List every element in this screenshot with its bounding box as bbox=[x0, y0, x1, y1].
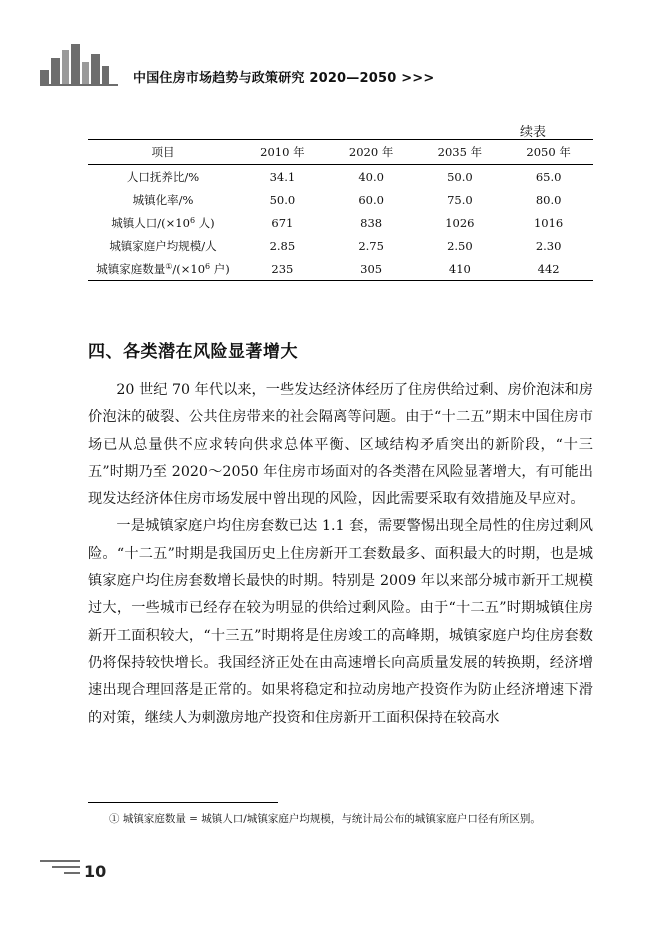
table-cell: 2.75 bbox=[358, 238, 384, 253]
paragraph: 20 世纪 70 年代以来，一些发达经济体经历了住房供给过剩、房价泡沫和房价泡沫的破裂、公共住房带来的社会隔离等问题。由于“十二五”期末中国住房市场已从总量供不应求转向供求总体平衡、区域结构矛盾突出的新阶段，“十三五”时期乃至 2020～2050 年住房市场面对的各类潜在风险显著增大，有可能出现发达经济体住房市场发展中曾出现的风险，因此需要采取有效措施及早应对。 bbox=[88, 382, 593, 508]
column-header: 2010 年 bbox=[260, 145, 305, 159]
table-row bbox=[88, 165, 593, 189]
table-cell: 838 bbox=[360, 215, 383, 230]
table-cell: 442 bbox=[537, 261, 560, 276]
row-label: 人口抚养比/% bbox=[126, 169, 200, 184]
table-cell: 75.0 bbox=[447, 192, 473, 207]
table-cell: 50.0 bbox=[447, 169, 473, 184]
paragraph: 一是城镇家庭户均住房套数已达 1.1 套，需要警惕出现全局性的住房过剩风险。“十二五”时期是我国历史上住房新开工套数最多、面积最大的时期，也是城镇家庭户均住房套数增长最快的时期。特别是 2009 年以来部分城市新开工规模过大，一些城市已经存在较为明显的供给过剩风险。由于“十二五”时期城镇住房新开工面积较大，“十三五”时期将是住房竣工的高峰期，城镇家庭户均住房套数仍将保持较快增长。我国经济正处在由高速增长向高质量发展的转换期，经济增速出现合理回落是正常的。如果将稳定和拉动房地产投资作为防止经济增速下滑的对策，继续人为刺激房地产投资和住房新开工面积保持在较高水 bbox=[88, 518, 593, 726]
row-label-text: 城镇人口/(×10 bbox=[111, 215, 190, 230]
footnote: ① 城镇家庭数量 = 城镇人口/城镇家庭户均规模，与统计局公布的城镇家庭户口径有所区别。 bbox=[109, 813, 541, 825]
row-label: 城镇家庭户均规模/人 bbox=[109, 238, 217, 253]
table-cell: 65.0 bbox=[535, 169, 562, 184]
row-label bbox=[88, 257, 238, 281]
table-row bbox=[88, 211, 593, 234]
table-cell: 2.50 bbox=[447, 238, 473, 253]
row-label-unit: /(×10 bbox=[172, 261, 206, 276]
column-header: 2050 年 bbox=[526, 145, 571, 159]
table-cell: 1026 bbox=[445, 215, 475, 230]
table-cell: 305 bbox=[360, 261, 383, 276]
data-table bbox=[88, 139, 593, 281]
table-cell: 40.0 bbox=[358, 169, 384, 184]
section-title: 四、各类潜在风险显著增大 bbox=[88, 342, 298, 362]
running-head: 中国住房市场趋势与政策研究 2020—2050 >>> bbox=[133, 71, 435, 86]
table-cell: 2.85 bbox=[269, 238, 296, 253]
body-text bbox=[88, 377, 593, 732]
column-header: 项目 bbox=[151, 145, 175, 159]
footnote-marker: ① bbox=[165, 261, 173, 271]
table-cell: 80.0 bbox=[535, 192, 562, 207]
column-header: 2020 年 bbox=[348, 145, 394, 159]
row-label-text: 城镇家庭数量 bbox=[96, 261, 166, 276]
footer-decoration bbox=[40, 860, 80, 882]
table-row bbox=[88, 257, 593, 281]
superscript: 6 bbox=[205, 261, 211, 271]
table-cell: 34.1 bbox=[269, 169, 296, 184]
footnote-divider bbox=[88, 802, 278, 803]
row-label-unit: 户) bbox=[210, 261, 230, 276]
table-cell: 2.30 bbox=[535, 238, 562, 253]
table-cell: 235 bbox=[271, 261, 294, 276]
table-cell: 671 bbox=[271, 215, 294, 230]
series-logo bbox=[40, 44, 118, 84]
table-cell: 410 bbox=[448, 261, 471, 276]
table-continued-label: 续表 bbox=[520, 125, 547, 140]
row-label-unit: 人) bbox=[195, 215, 215, 230]
row-label bbox=[88, 211, 238, 234]
superscript: 6 bbox=[189, 215, 196, 225]
column-header: 2035 年 bbox=[437, 145, 483, 159]
table-row bbox=[88, 234, 593, 257]
table-cell: 1016 bbox=[533, 215, 564, 230]
row-label: 城镇化率/% bbox=[132, 192, 194, 207]
table-row bbox=[88, 188, 593, 211]
table-cell: 50.0 bbox=[269, 192, 296, 207]
page-number: 10 bbox=[84, 862, 107, 881]
table-cell: 60.0 bbox=[358, 192, 384, 207]
table-header-row bbox=[88, 140, 593, 165]
